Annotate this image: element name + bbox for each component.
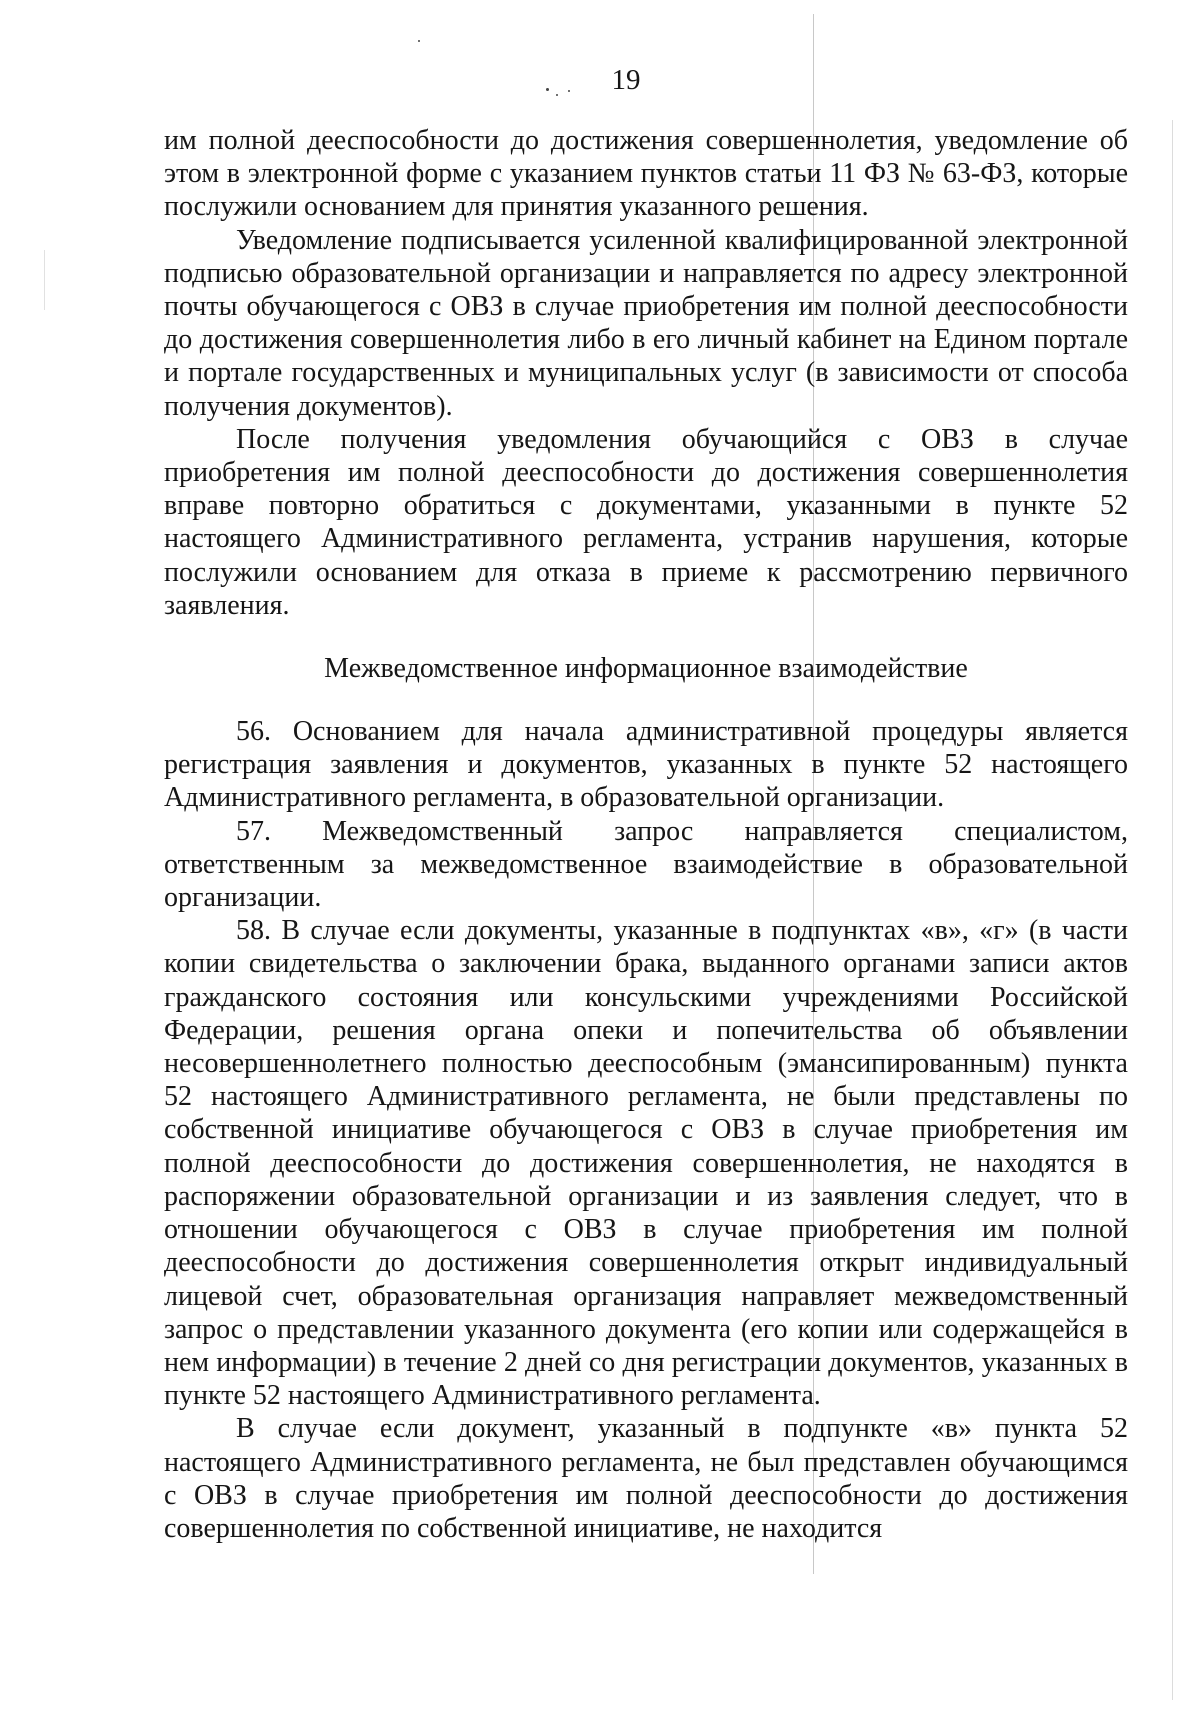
paragraph: В случае если документ, указанный в подпункте «в» пункта 52 настоящего Административного регламента, не был представлен обучающимся с ОВЗ в случае приобретения им полной дееспособности до достижения совершеннолетия по собственной инициативе, не находится <box>164 1413 1128 1544</box>
section-heading: Межведомственное информационное взаимодействие <box>324 653 968 685</box>
numbered-paragraph-56: 56. Основанием для начала административной процедуры является регистрация заявления и документов, указанных в пункте 52 настоящего Административного регламента, в образовательной организации. <box>164 716 1128 814</box>
paragraph: им полной дееспособности до достижения совершеннолетия, уведомление об этом в электронной форме с указанием пунктов статьи 11 ФЗ № 63-ФЗ, которые послужили основанием для принятия указанного решения. <box>164 125 1128 223</box>
document-body <box>164 124 1128 1545</box>
scan-edge-line-left <box>44 250 45 310</box>
numbered-paragraph-57: 57. Межведомственный запрос направляется специалистом, ответственным за межведомственное взаимодействие в образовательной организации. <box>164 815 1128 914</box>
paragraph: После получения уведомления обучающийся с ОВЗ в случае приобретения им полной дееспособности до достижения совершеннолетия вправе повторно обратиться с документами, указанными в пункте 52 настоящего Административного регламента, устранив нарушения, которые послужили основанием для отказа в приеме к рассмотрению первичного заявления. <box>164 423 1128 621</box>
numbered-paragraph-58: 58. В случае если документы, указанные в подпунктах «в», «г» (в части копии свидетельства о заключении брака, выданного органами записи актов гражданского состояния или консульскими учреждениями Российской Федерации, решения органа опеки и попечительства об объявлении несовершеннолетнего полностью дееспособным (эмансипированным) пункта 52 настоящего Административного регламента, не были представлены по собственной инициативе обучающегося с ОВЗ в случае приобретения им полной дееспособности до достижения совершеннолетия, не находятся в распоряжении образовательной организации и из заявления следует, что в отношении обучающегося с ОВЗ в случае приобретения им полной дееспособности до достижения совершеннолетия открыт индивидуальный лицевой счет, образовательная организация направляет межведомственный запрос о представлении указанного документа (его копии или содержащейся в нем информации) в течение 2 дней со дня регистрации документов, указанных в пункте 52 настоящего Административного регламента. <box>164 915 1128 1412</box>
page-number: 19 <box>611 64 641 96</box>
scan-edge-line <box>1172 120 1173 1700</box>
paragraph: Уведомление подписывается усиленной квалифицированной электронной подписью образовательной организации и направляется по адресу электронной почты обучающегося с ОВЗ в случае приобретения им полной дееспособности до достижения совершеннолетия либо в его личный кабинет на Едином портале и портале государственных и муниципальных услуг (в зависимости от способа получения документов). <box>164 224 1128 422</box>
scan-speck <box>418 40 420 42</box>
